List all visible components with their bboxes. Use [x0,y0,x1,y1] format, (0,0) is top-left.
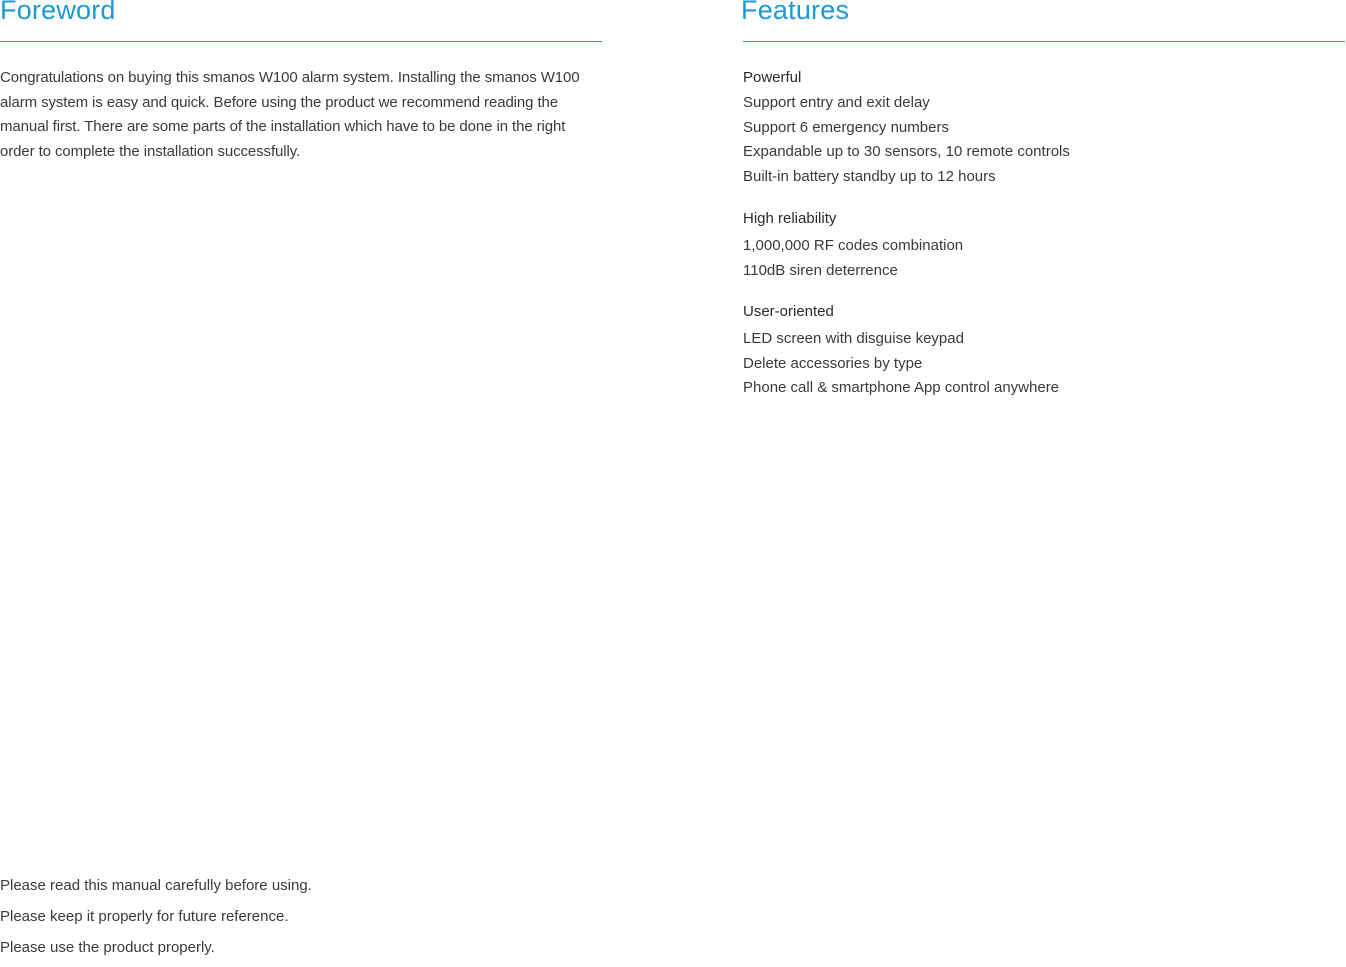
feature-list [743,234,1345,283]
usage-notes [0,874,312,967]
feature-item: Built-in battery standby up to 12 hours [743,167,996,185]
feature-list [743,327,1345,401]
feature-group-title: User-oriented [743,303,834,320]
foreword-title: Foreword [0,0,116,25]
feature-group-user-oriented [743,300,1345,401]
feature-item: Phone call & smartphone App control anywhere [743,379,1060,396]
feature-item: Support entry and exit delay [743,94,930,111]
feature-list [743,91,1345,189]
foreword-paragraph: Congratulations on buying this smanos W100 alarm system. Installing the smanos W100 alarm system is easy and quick. Before using the product we recommend reading the manual first. There are some parts of the installation which have to be done in the right order to complete the installation successfully. [0,69,580,160]
note-item: Please keep it properly for future reference. [0,908,289,925]
feature-group-high-reliability [743,207,1345,283]
features-title: Features [741,0,850,25]
feature-item: Delete accessories by type [743,354,923,372]
feature-group-title: Powerful [743,69,802,86]
feature-group-title: High reliability [743,210,837,227]
feature-group-powerful [743,66,1345,189]
feature-item: 1,000,000 RF codes combination [743,237,964,254]
foreword-page [0,0,602,957]
feature-item: Support 6 emergency numbers [743,118,949,136]
note-item: Please use the product properly. [0,939,215,956]
feature-item: 110dB siren deterrence [743,261,898,279]
foreword-divider [0,41,602,42]
features-divider [743,41,1345,42]
feature-item: Expandable up to 30 sensors, 10 remote controls [743,143,1070,160]
features-page [743,0,1345,957]
feature-item: LED screen with disguise keypad [743,330,964,347]
note-item: Please read this manual carefully before using. [0,877,312,894]
